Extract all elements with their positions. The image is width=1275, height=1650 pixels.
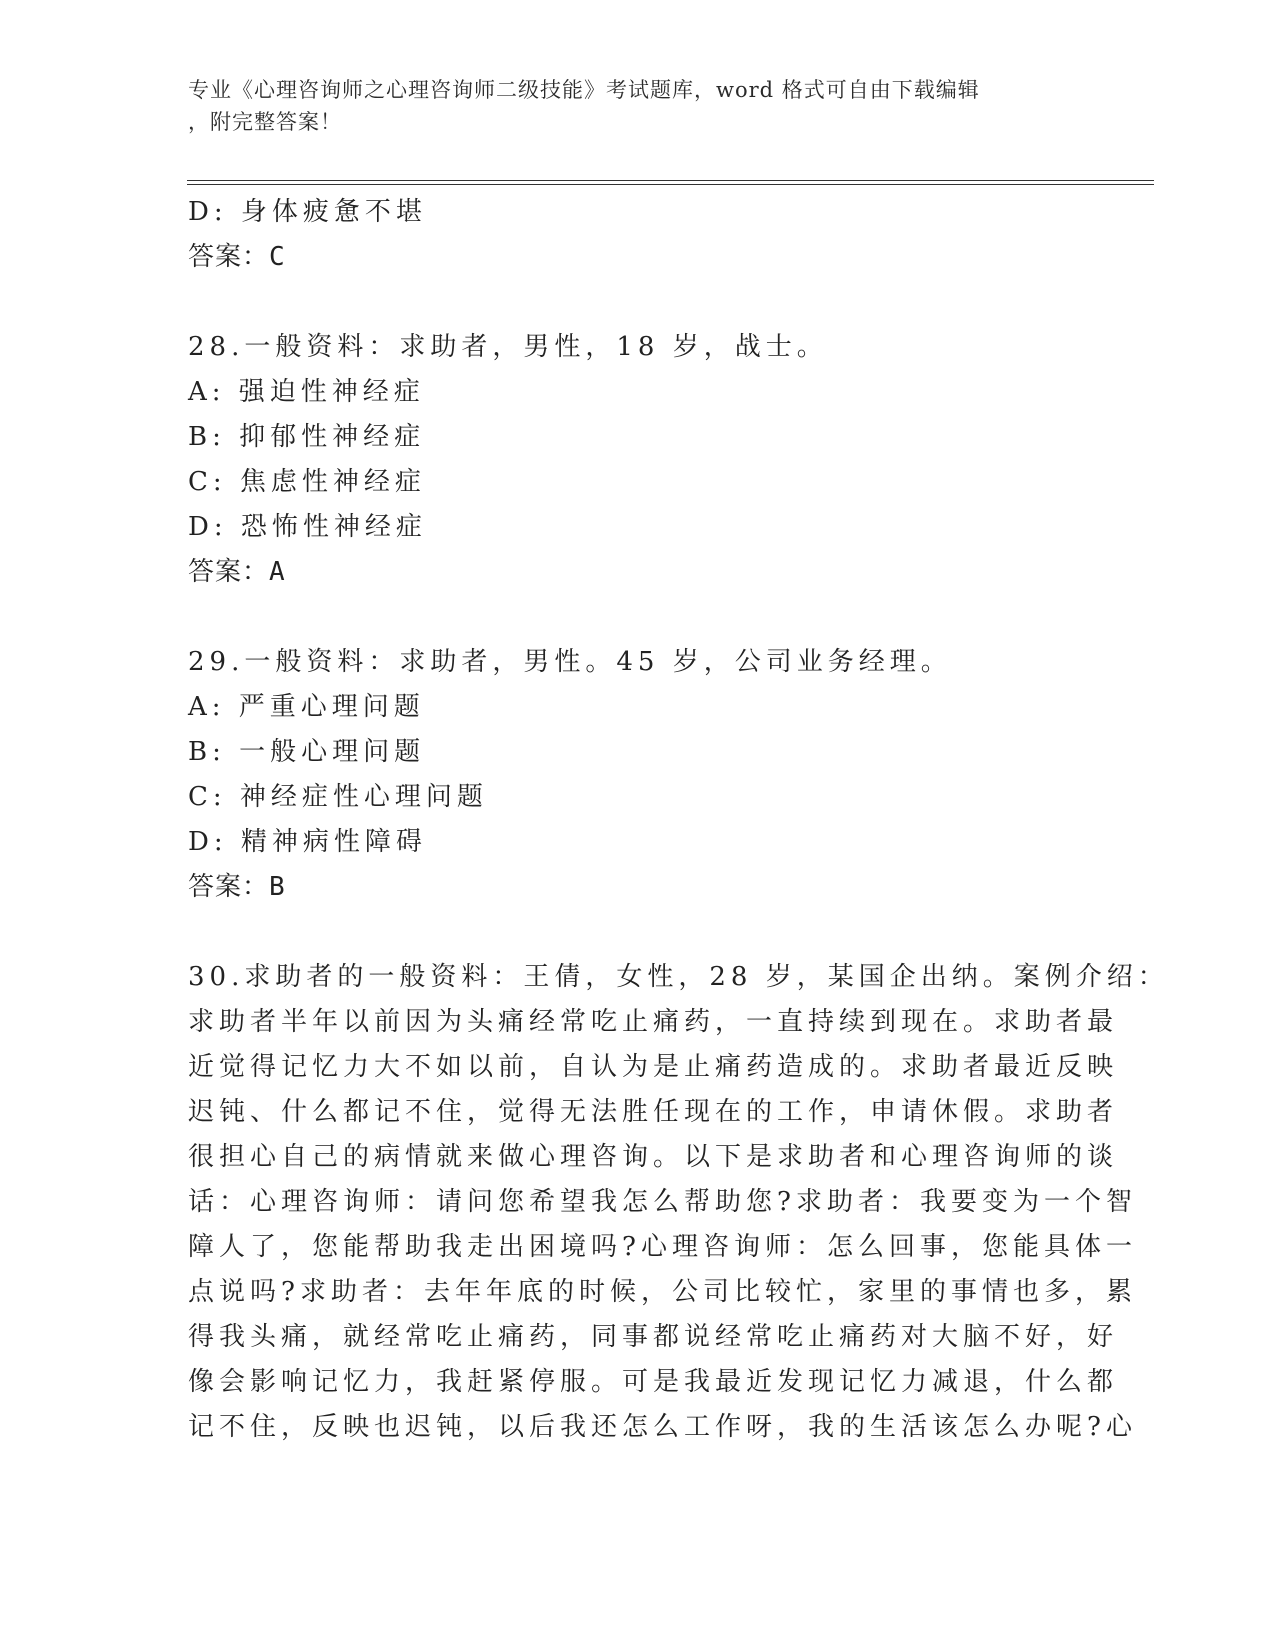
- case-line: 像会影响记忆力，我赶紧停服。可是我最近发现记忆力减退，什么都: [188, 1367, 1119, 1397]
- question-28: [188, 325, 1088, 595]
- option-d: D: 身体疲惫不堪: [188, 197, 427, 227]
- option-c: C: 神经症性心理问题: [188, 782, 488, 812]
- answer-key: A: [269, 557, 286, 587]
- answer-label: 答案：: [188, 872, 270, 902]
- case-line: 点说吗?求助者：去年年底的时候，公司比较忙，家里的事情也多，累: [188, 1277, 1137, 1307]
- header-divider-top: [187, 180, 1154, 181]
- option-c: C: 焦虑性神经症: [188, 467, 426, 497]
- answer-key: B: [269, 872, 286, 902]
- spacer: [188, 910, 1088, 955]
- header-divider-bottom: [187, 184, 1154, 185]
- option-b: B: 抑郁性神经症: [188, 422, 426, 452]
- question-30: [188, 955, 1169, 1450]
- spacer: [188, 595, 1088, 640]
- option-d: D: 精神病性障碍: [188, 827, 427, 857]
- case-line: 话：心理咨询师：请问您希望我怎么帮助您?求助者：我要变为一个智: [188, 1187, 1137, 1217]
- case-line: 30.求助者的一般资料：王倩，女性，28 岁，某国企出纳。案例介绍：: [188, 962, 1169, 992]
- answer-line: [188, 235, 1088, 280]
- case-line: 很担心自己的病情就来做心理咨询。以下是求助者和心理咨询师的谈: [188, 1142, 1119, 1172]
- header-line-1: 专业《心理咨询师之心理咨询师二级技能》考试题库，word 格式可自由下载编辑: [188, 78, 980, 102]
- option-d: D: 恐怖性神经症: [188, 512, 427, 542]
- option-a: A: 强迫性神经症: [188, 377, 425, 407]
- answer-line: [188, 550, 1088, 595]
- case-line: 记不住，反映也迟钝，以后我还怎么工作呀，我的生活该怎么办呢?心: [188, 1412, 1137, 1442]
- case-line: 得我头痛，就经常吃止痛药，同事都说经常吃止痛药对大脑不好，好: [188, 1322, 1119, 1352]
- spacer: [188, 280, 1088, 325]
- question-27-tail: [188, 190, 1088, 280]
- document-body: [188, 190, 1169, 1450]
- case-line: 求助者半年以前因为头痛经常吃止痛药，一直持续到现在。求助者最: [188, 1007, 1119, 1037]
- case-line: 障人了，您能帮助我走出困境吗?心理咨询师：怎么回事，您能具体一: [188, 1232, 1137, 1262]
- answer-key: C: [269, 242, 286, 272]
- question-29: [188, 640, 1088, 910]
- option-a: A: 严重心理问题: [188, 692, 425, 722]
- header-line-2: ，附完整答案！: [188, 110, 342, 134]
- answer-label: 答案：: [188, 557, 270, 587]
- answer-label: 答案：: [188, 242, 270, 272]
- option-b: B: 一般心理问题: [188, 737, 426, 767]
- case-line: 近觉得记忆力大不如以前，自认为是止痛药造成的。求助者最近反映: [188, 1052, 1119, 1082]
- case-line: 迟钝、什么都记不住，觉得无法胜任现在的工作，申请休假。求助者: [188, 1097, 1119, 1127]
- answer-line: [188, 865, 1088, 910]
- question-stem: 29.一般资料：求助者，男性。45 岁，公司业务经理。: [188, 647, 952, 677]
- question-stem: 28.一般资料：求助者，男性，18 岁，战士。: [188, 332, 828, 362]
- document-header: [188, 74, 1068, 138]
